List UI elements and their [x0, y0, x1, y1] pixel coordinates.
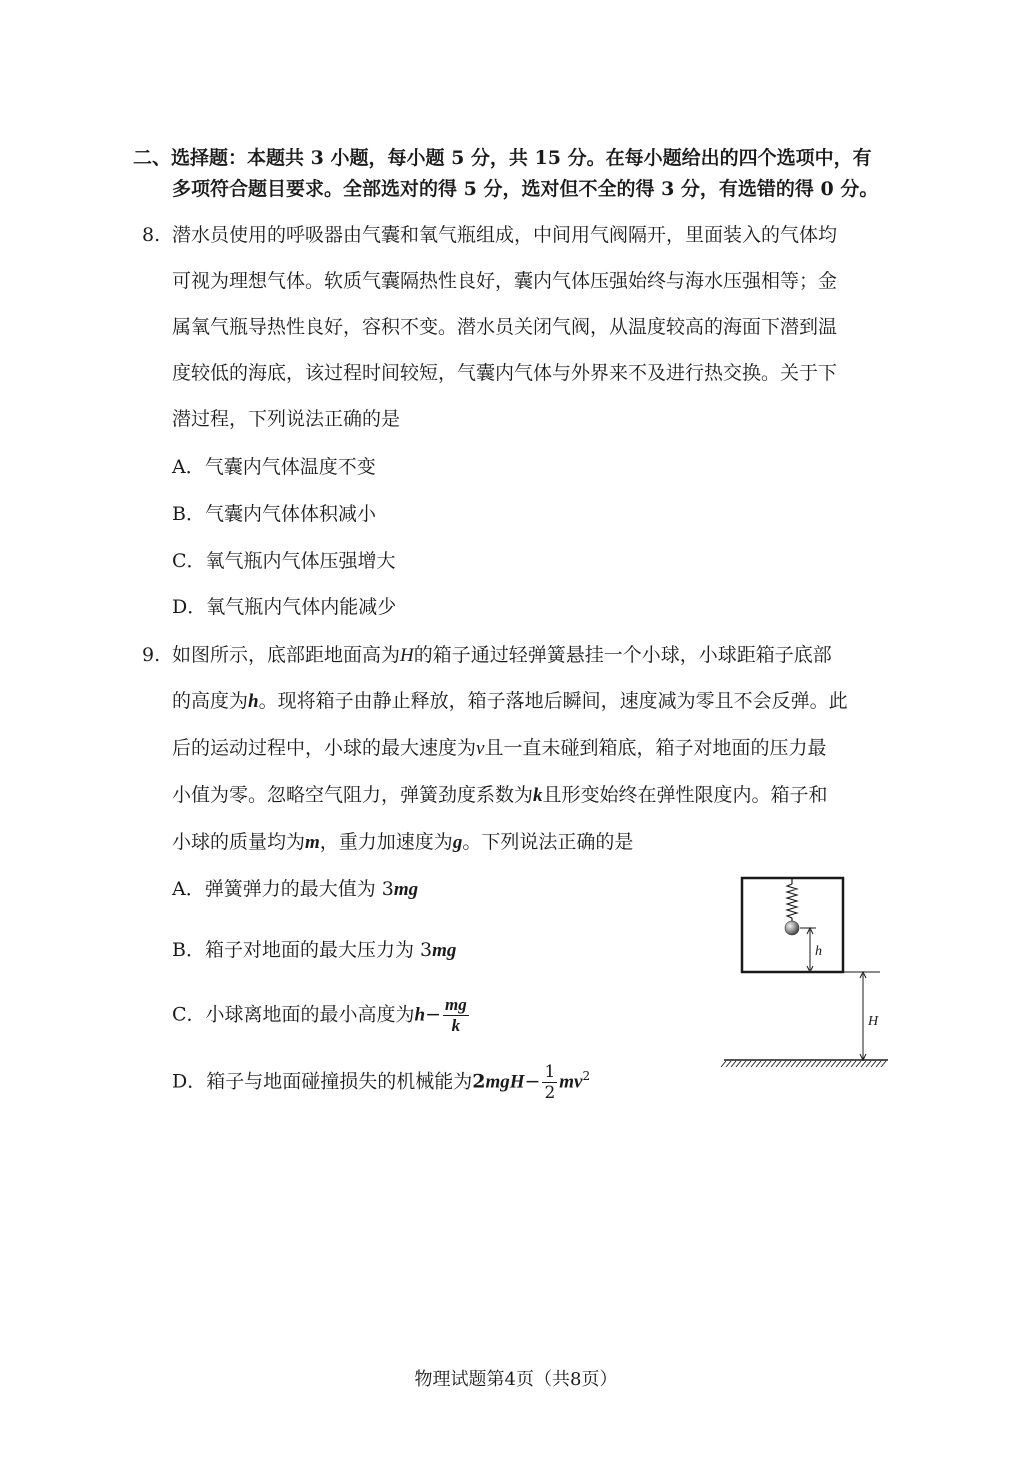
- hatch-stroke: [786, 1061, 791, 1067]
- q9-option-d-label: D．箱子与地面碰撞损失的机械能为: [172, 1070, 473, 1093]
- q8-stem-line-1: 潜水员使用的呼吸器由气囊和氧气瓶组成，中间用气阀隔开，里面装入的气体均: [172, 224, 838, 246]
- q9-option-a: [172, 876, 418, 903]
- fraction-numerator: mg: [445, 995, 467, 1014]
- q8-option-d: D．氧气瓶内气体内能减少: [172, 596, 397, 618]
- hatch-stroke: [721, 1061, 726, 1067]
- section-header-line-1: 二、选择题：本题共 3 小题，每小题 5 分，共 15 分。在每小题给出的四个选项中，有: [133, 147, 872, 169]
- q9-text: 小球的质量均为: [172, 831, 306, 853]
- q9-var-g: g: [452, 832, 463, 853]
- q9-option-b-label: B．箱子对地面的最大压力为 3: [172, 939, 433, 961]
- hatch-stroke: [846, 1061, 851, 1067]
- q9-option-c-h: h: [414, 1004, 426, 1026]
- q9-text: 的高度为: [172, 690, 249, 712]
- q8-option-a: A．气囊内气体温度不变: [172, 456, 376, 478]
- hatch-stroke: [871, 1061, 876, 1067]
- hatch-stroke: [841, 1061, 846, 1067]
- q9-var-v: v: [476, 738, 485, 759]
- q8-stem-line-2: 可视为理想气体。软质气囊隔热性良好，囊内气体压强始终与海水压强相等；金: [172, 270, 838, 292]
- q9-option-a-expr: mg: [393, 879, 419, 900]
- hatch-stroke: [791, 1061, 796, 1067]
- hatch-stroke: [731, 1061, 736, 1067]
- hatch-stroke: [801, 1061, 806, 1067]
- q9-text: 。下列说法正确的是: [462, 831, 634, 853]
- page-footer: 物理试题第4页（共8页）: [414, 1369, 618, 1390]
- spring: [787, 884, 797, 918]
- hatch-stroke: [746, 1061, 751, 1067]
- hatch-stroke: [866, 1061, 871, 1067]
- q8-option-c: C．氧气瓶内气体压强增大: [172, 550, 396, 572]
- q9-option-c-label: C．小球离地面的最小高度为: [172, 1003, 415, 1026]
- q9-text: 的箱子通过轻弹簧悬挂一个小球，小球距箱子底部: [413, 644, 832, 666]
- q9-stem-line-3: [172, 735, 826, 762]
- hatch-stroke: [796, 1061, 801, 1067]
- fraction: [542, 1062, 557, 1103]
- minus-sign: −: [524, 1070, 541, 1093]
- q8-stem-line-3: 属氧气瓶导热性良好，容积不变。潜水员关闭气阀，从温度较高的海面下潜到温: [172, 316, 838, 338]
- fraction: [443, 995, 469, 1036]
- hatch-stroke: [856, 1061, 861, 1067]
- section-header-line-2: 多项符合题目要求。全部选对的得 5 分，选对但不全的得 3 分，有选错的得 0 分。: [172, 178, 879, 200]
- fraction-numerator: 1: [544, 1061, 556, 1082]
- q9-var-m: m: [305, 832, 320, 853]
- q9-option-d-mv: mv: [559, 1071, 583, 1093]
- hatch-stroke: [736, 1061, 741, 1067]
- hatch-stroke: [776, 1061, 781, 1067]
- q9-stem-line-2: [172, 688, 848, 715]
- hatch-stroke: [766, 1061, 771, 1067]
- hatch-stroke: [756, 1061, 761, 1067]
- q8-option-b: B．气囊内气体体积减小: [172, 503, 376, 525]
- hatch-stroke: [806, 1061, 811, 1067]
- q9-option-a-label: A．弹簧弹力的最大值为 3: [172, 878, 394, 900]
- q8-number: 8.: [142, 224, 161, 246]
- hatch-stroke: [726, 1061, 731, 1067]
- fraction-denominator: k: [451, 1016, 461, 1035]
- q9-text: 后的运动过程中，小球的最大速度为: [172, 737, 477, 759]
- q9-text: 小值为零。忽略空气阻力，弹簧劲度系数为: [172, 784, 534, 806]
- q9-option-b-expr: mg: [432, 940, 457, 961]
- hatch-stroke: [816, 1061, 821, 1067]
- hatch-stroke: [741, 1061, 746, 1067]
- hatch-stroke: [861, 1061, 866, 1067]
- q9-number: 9.: [142, 644, 161, 666]
- q9-option-d: [172, 1056, 590, 1103]
- hatch-stroke: [771, 1061, 776, 1067]
- q9-var-h: h: [248, 691, 259, 712]
- q9-var-H: H: [400, 645, 414, 666]
- hatch-stroke: [821, 1061, 826, 1067]
- box-spring-ball-diagram: [720, 870, 895, 1070]
- q9-var-k: k: [533, 785, 543, 806]
- q9-option-d-mgH: mgH: [485, 1071, 525, 1093]
- q9-text: 。现将箱子由静止释放，箱子落地后瞬间，速度减为零且不会反弹。此: [258, 690, 848, 712]
- hatch-stroke: [876, 1061, 881, 1067]
- fraction-denominator: 2: [544, 1082, 556, 1103]
- q8-stem-line-5: 潜过程，下列说法正确的是: [172, 408, 401, 430]
- q9-option-b: [172, 937, 456, 964]
- hatch-stroke: [881, 1061, 886, 1067]
- hatch-stroke: [751, 1061, 756, 1067]
- h-label: h: [815, 944, 822, 959]
- hatch-stroke: [851, 1061, 856, 1067]
- q9-text: ，重力加速度为: [319, 831, 453, 853]
- H-label: H: [868, 1014, 879, 1029]
- hatch-stroke: [831, 1061, 836, 1067]
- q9-option-c: [172, 995, 471, 1036]
- hatch-stroke: [761, 1061, 766, 1067]
- q9-text: 且形变始终在弹性限度内。箱子和: [542, 784, 828, 806]
- q8-stem-line-4: 度较低的海底，该过程时间较短，气囊内气体与外界来不及进行热交换。关于下: [172, 362, 838, 384]
- ball: [785, 921, 799, 935]
- q9-stem-line-4: [172, 782, 828, 809]
- hatch-stroke: [811, 1061, 816, 1067]
- q9-option-d-coef: 2: [472, 1070, 486, 1093]
- hatch-stroke: [836, 1061, 841, 1067]
- hatch-stroke: [781, 1061, 786, 1067]
- q9-stem-line-5: [172, 829, 633, 856]
- hatch-stroke: [826, 1061, 831, 1067]
- q9-text: 且一直未碰到箱底，箱子对地面的压力最: [484, 737, 827, 759]
- ground-hatch: [721, 1061, 886, 1067]
- q9-stem-line-1: [172, 642, 832, 669]
- exponent: 2: [582, 1069, 591, 1083]
- q9-text: 如图所示，底部距地面高为: [172, 644, 401, 666]
- minus-sign: −: [425, 1003, 442, 1026]
